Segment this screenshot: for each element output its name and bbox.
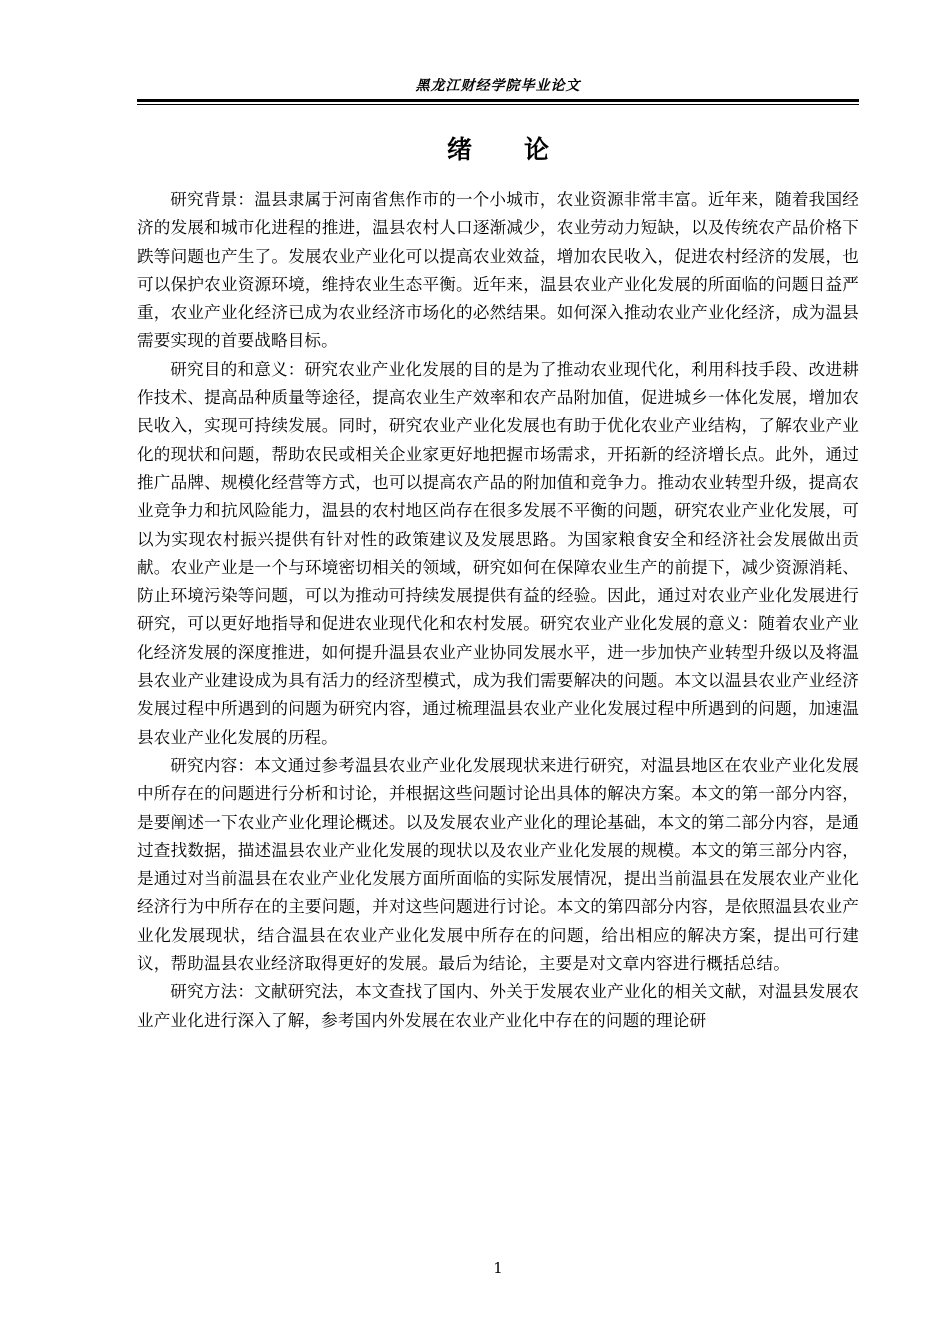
header-rule-thin — [137, 104, 859, 105]
paragraph-method: 研究方法：文献研究法，本文查找了国内、外关于发展农业产业化的相关文献，对温县发展农业产业化进行深入了解，参考国内外发展在农业产业化中存在的问题的理论研 — [137, 982, 859, 1030]
header-rule-thick — [137, 99, 859, 102]
paragraph-purpose: 研究目的和意义：研究农业产业化发展的目的是为了推动农业现代化，利用科技手段、改进耕作技术、提高品种质量等途径，提高农业生产效率和农产品附加值，促进城乡一体化发展，增加农民收入，实现可持续发展。同时，研究农业产业化发展也有助于优化农业产业结构，了解农业产业化的现状和问题，帮助农民或相关企业家更好地把握市场需求，开拓新的经济增长点。此外，通过推广品牌、规模化经营等方式，也可以提高农产品的附加值和竞争力。推动农业转型升级，提高农业竞争力和抗风险能力，温县的农村地区尚存在很多发展不平衡的问题，研究农业产业化发展，可以为实现农村振兴提供有针对性的政策建议及发展思路。为国家粮食安全和经济社会发展做出贡献。农业产业是一个与环境密切相关的领域，研究如何在保障农业生产的前提下，减少资源消耗、防止环境污染等问题，可以为推动可持续发展提供有益的经验。因此，通过对农业产业化发展进行研究，可以更好地指导和促进农业现代化和农村发展。研究农业产业化发展的意义：随着农业产业化经济发展的深度推进，如何提升温县农业产业协同发展水平，进一步加快产业转型升级以及将温县农业产业建设成为具有活力的经济型模式，成为我们需要解决的问题。本文以温县农业产业经济发展过程中所遇到的问题为研究内容，通过梳理温县农业产业化发展过程中所遇到的问题，加速温县农业产业化发展的历程。 — [137, 359, 859, 747]
chapter-title: 绪论 — [446, 135, 601, 164]
running-header: 黑龙江财经学院毕业论文 — [415, 78, 581, 94]
body-text — [137, 186, 859, 1035]
paragraph-content: 研究内容：本文通过参考温县农业产业化发展现状来进行研究，对温县地区在农业产业化发展中所存在的问题进行分析和讨论，并根据这些问题讨论出具体的解决方案。本文的第一部分内容，是要阐述一下农业产业化理论概述。以及发展农业产业化的理论基础，本文的第二部分内容，是通过查找数据，描述温县农业产业化发展的现状以及农业产业化发展的规模。本文的第三部分内容，是通过对当前温县在农业产业化发展方面所面临的实际发展情况，提出当前温县在发展农业产业化经济行为中所存在的主要问题，并对这些问题进行讨论。本文的第四部分内容，是依照温县农业产业化发展现状，结合温县在农业产业化发展中所存在的问题，给出相应的解决方案，提出可行建议，帮助温县农业经济取得更好的发展。最后为结论，主要是对文章内容进行概括总结。 — [137, 755, 859, 974]
paragraph-background: 研究背景：温县隶属于河南省焦作市的一个小城市，农业资源非常丰富。近年来，随着我国经济的发展和城市化进程的推进，温县农村人口逐渐减少，农业劳动力短缺，以及传统农产品价格下跌等问题也产生了。发展农业产业化可以提高农业效益，增加农民收入，促进农村经济的发展，也可以保护农业资源环境，维持农业生态平衡。近年来，温县农业产业化发展的所面临的问题日益严重，农业产业化经济已成为农业经济市场化的必然结果。如何深入推动农业产业化经济，成为温县需要实现的首要战略目标。 — [137, 190, 859, 351]
page-number: 1 — [493, 1259, 503, 1277]
